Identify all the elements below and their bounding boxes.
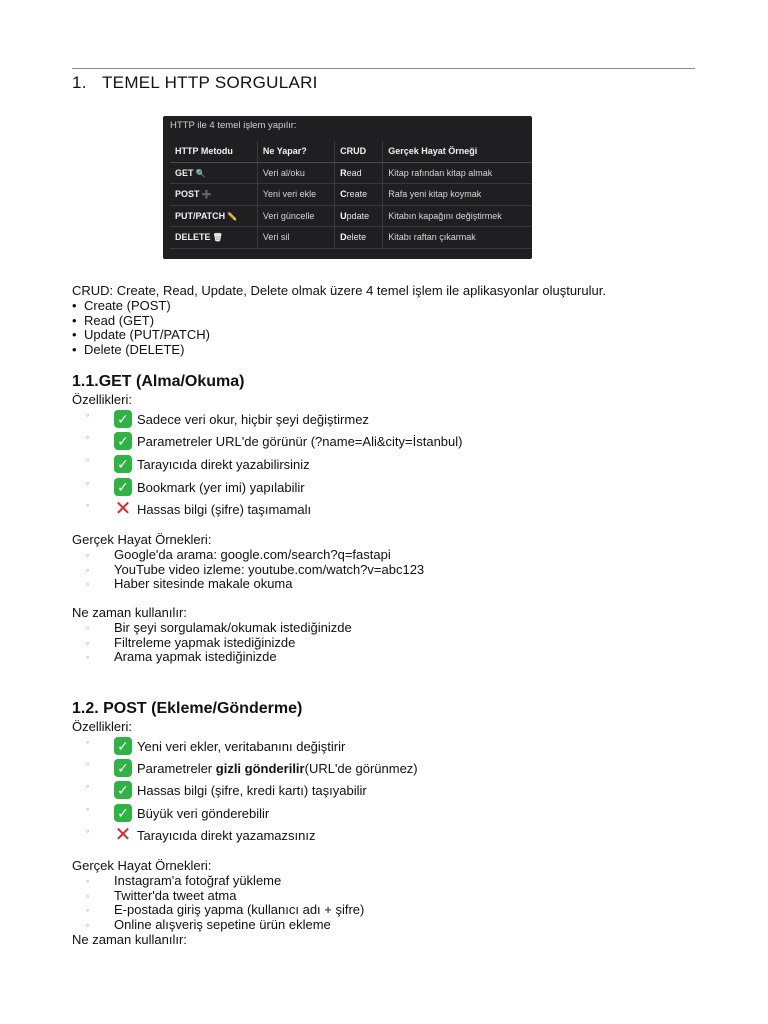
method-cell: DELETE 🗑 xyxy=(170,227,257,249)
crud-cell: Read xyxy=(335,162,383,184)
list-item: ◦ ✓ Tarayıcıda direkt yazabilirsiniz xyxy=(86,455,310,472)
http-methods-table-image xyxy=(163,116,532,259)
get-when-label: Ne zaman kullanılır: xyxy=(72,605,187,620)
section-heading-title: TEMEL HTTP SORGULARI xyxy=(102,73,318,92)
method-cell: GET 🔍 xyxy=(170,162,257,184)
list-item: ◦ ✓ Parametreler URL'de görünür (?name=Ali&city=İstanbul) xyxy=(86,432,463,449)
get-features-label: Özellikleri: xyxy=(72,392,132,407)
table-caption: HTTP ile 4 temel işlem yapılır: xyxy=(170,120,297,131)
check-icon: ✓ xyxy=(114,455,132,473)
check-icon: ✓ xyxy=(114,410,132,428)
check-icon: ✓ xyxy=(114,759,132,777)
table-row xyxy=(170,162,532,184)
section-heading: 1. TEMEL HTTP SORGULARI xyxy=(72,73,318,92)
post-examples-label: Gerçek Hayat Örnekleri: xyxy=(72,858,212,873)
top-divider xyxy=(72,68,695,69)
list-item: • Update (PUT/PATCH) xyxy=(72,327,210,343)
crud-intro-block xyxy=(72,284,606,358)
cross-icon: ✕ xyxy=(114,498,132,520)
list-item: ◦ ✓ Büyük veri gönderebilir xyxy=(86,804,270,821)
col-header: HTTP Metodu xyxy=(170,141,257,162)
check-icon: ✓ xyxy=(114,432,132,450)
col-header: Gerçek Hayat Örneği xyxy=(383,141,532,162)
table-row xyxy=(170,184,532,206)
crud-cell: Delete xyxy=(335,227,383,249)
get-examples-list xyxy=(86,548,424,592)
post-heading: 1.2. POST (Ekleme/Gönderme) xyxy=(72,700,303,717)
list-item: ◦ Google'da arama: google.com/search?q=fastapi xyxy=(86,547,391,562)
col-header: Ne Yapar? xyxy=(257,141,334,162)
example-cell: Kitap rafından kitap almak xyxy=(383,162,532,184)
table-row xyxy=(170,227,532,249)
example-cell: Kitabın kapağını değiştirmek xyxy=(383,205,532,227)
method-cell: POST ➕ xyxy=(170,184,257,206)
list-item: ◦ Haber sitesinde makale okuma xyxy=(86,576,293,592)
get-examples-label: Gerçek Hayat Örnekleri: xyxy=(72,532,212,547)
check-icon: ✓ xyxy=(114,737,132,755)
trash-icon: 🗑 xyxy=(212,233,223,243)
what-cell: Veri sil xyxy=(257,227,334,249)
check-icon: ✓ xyxy=(114,804,132,822)
list-item: ◦ ✓ Hassas bilgi (şifre, kredi kartı) taşıyabilir xyxy=(86,781,367,798)
list-item: • Read (GET) xyxy=(72,312,155,328)
list-item: ◦ ✓ Yeni veri ekler, veritabanını değiştirir xyxy=(86,737,346,754)
table-row xyxy=(170,205,532,227)
list-item: ◦ ✕ Hassas bilgi (şifre) taşımamalı xyxy=(86,498,312,520)
list-item: ◦ YouTube video izleme: youtube.com/watch?v=abc123 xyxy=(86,561,425,577)
example-cell: Rafa yeni kitap koymak xyxy=(383,184,532,206)
check-icon: ✓ xyxy=(114,478,132,496)
list-item: ◦ Twitter'da tweet atma xyxy=(86,887,237,903)
list-item: ◦ ✕ Tarayıcıda direkt yazamazsınız xyxy=(86,824,316,846)
crud-cell: Update xyxy=(335,205,383,227)
list-item: • Create (POST) xyxy=(72,297,171,313)
list-item: ◦ ✓ Parametreler gizli gönderilir (URL'de görünmez) xyxy=(86,759,418,776)
list-item: ◦ ✓ Bookmark (yer imi) yapılabilir xyxy=(86,478,305,495)
example-cell: Kitabı raftan çıkarmak xyxy=(383,227,532,249)
method-cell: PUT/PATCH ✏️ xyxy=(170,205,257,227)
get-when-list xyxy=(86,621,352,665)
table-header-row xyxy=(170,141,532,162)
http-methods-table xyxy=(170,141,532,249)
what-cell: Veri güncelle xyxy=(257,205,334,227)
post-when-label: Ne zaman kullanılır: xyxy=(72,932,187,947)
get-heading: 1.1.GET (Alma/Okuma) xyxy=(72,373,245,390)
what-cell: Veri al/oku xyxy=(257,162,334,184)
crud-cell: Create xyxy=(335,184,383,206)
list-item: ◦ Filtreleme yapmak istediğinizde xyxy=(86,634,296,650)
list-item: • Delete (DELETE) xyxy=(72,342,185,358)
list-item: ◦ Online alışveriş sepetine ürün ekleme xyxy=(86,916,331,932)
list-item: ◦ Arama yapmak istediğinizde xyxy=(86,649,277,665)
crud-intro-text: CRUD: Create, Read, Update, Delete olmak üzere 4 temel işlem ile aplikasyonlar oluşturulur. xyxy=(72,283,606,298)
col-header: CRUD xyxy=(335,141,383,162)
what-cell: Yeni veri ekle xyxy=(257,184,334,206)
check-icon: ✓ xyxy=(114,781,132,799)
list-item: ◦ Instagram'a fotoğraf yükleme xyxy=(86,873,282,888)
search-icon: 🔍 xyxy=(195,168,206,178)
post-features-label: Özellikleri: xyxy=(72,719,132,734)
list-item: ◦ Bir şeyi sorgulamak/okumak istediğinizde xyxy=(86,620,352,635)
pencil-icon: ✏️ xyxy=(227,211,238,221)
cross-icon: ✕ xyxy=(114,824,132,846)
plus-icon: ➕ xyxy=(201,190,212,200)
post-examples-list xyxy=(86,874,364,932)
list-item: ◦ ✓ Sadece veri okur, hiçbir şeyi değiştirmez xyxy=(86,410,369,427)
list-item: ◦ E-postada giriş yapma (kullanıcı adı + şifre) xyxy=(86,902,365,918)
